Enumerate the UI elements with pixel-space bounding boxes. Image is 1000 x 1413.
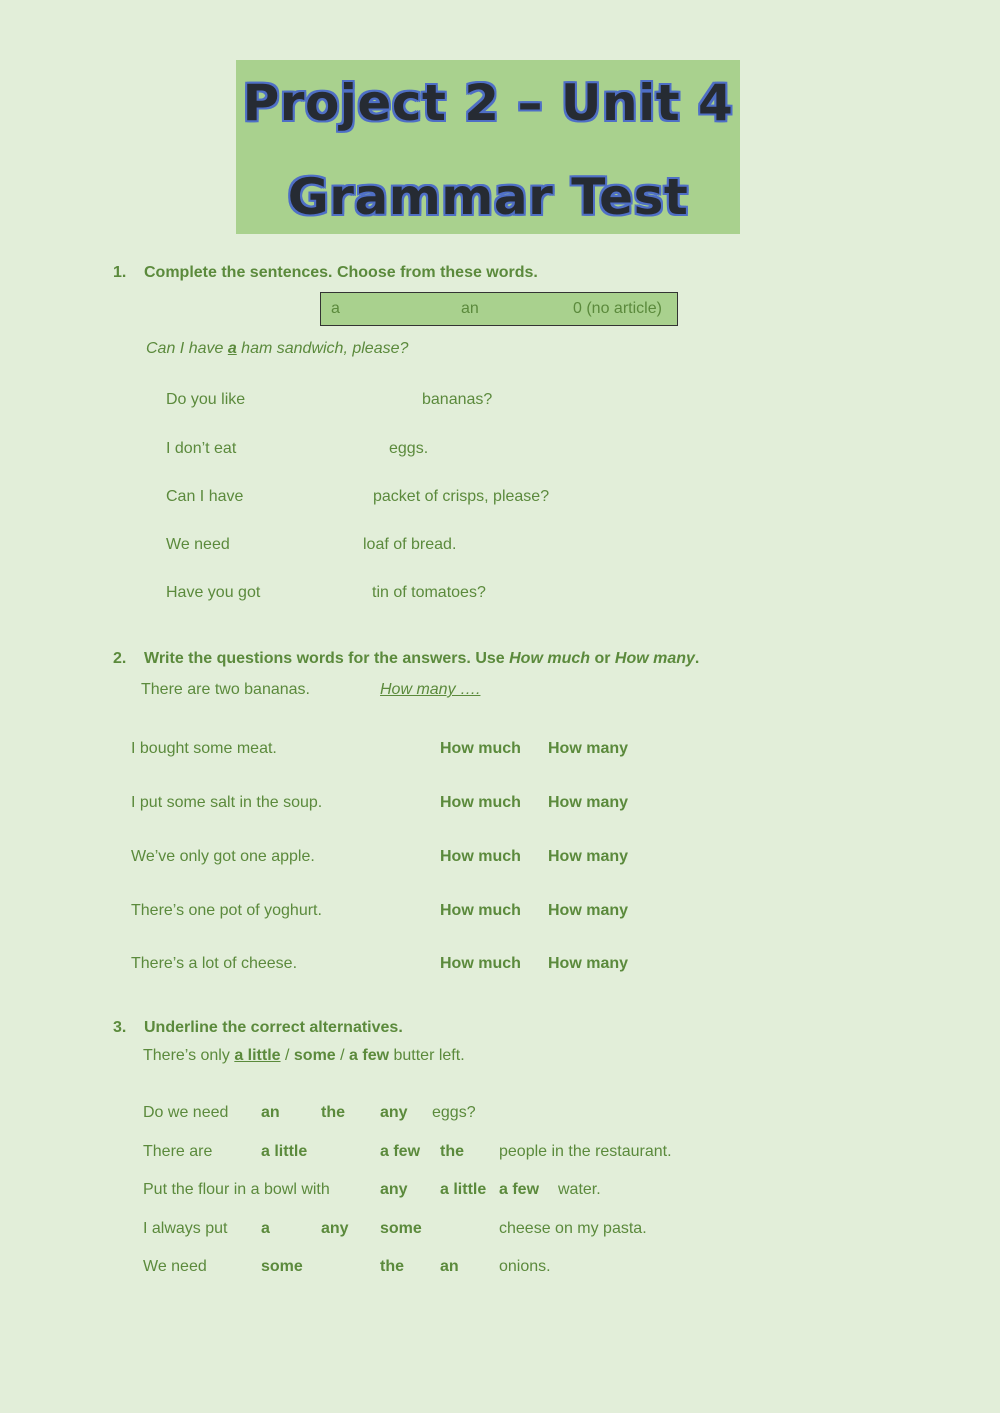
q3-option[interactable]: some (380, 1220, 422, 1237)
q2-instruction-b: How much (509, 650, 591, 667)
q3-item-start: There are (143, 1143, 213, 1160)
q2-instruction (144, 650, 699, 668)
q1-item-start: I don’t eat (166, 440, 237, 457)
q2-option-how-much[interactable]: How much (440, 848, 521, 865)
q2-example-sentence: There are two bananas. (141, 681, 310, 698)
q3-item-start: We need (143, 1258, 207, 1275)
q3-item-start: Do we need (143, 1104, 229, 1121)
q1-instruction: Complete the sentences. Choose from these words. (144, 264, 538, 281)
word-bank-item: an (461, 300, 479, 317)
q3-example-option: a little (234, 1047, 281, 1064)
word-bank-item: 0 (no article) (573, 300, 662, 317)
q1-item-end: bananas? (422, 391, 493, 408)
q3-option[interactable]: an (440, 1258, 459, 1275)
q2-option-how-much[interactable]: How much (440, 740, 521, 757)
q2-option-how-much[interactable]: How much (440, 794, 521, 811)
q3-example (143, 1047, 465, 1065)
word-bank (320, 292, 678, 326)
q1-example-after: ham sandwich, please? (236, 340, 409, 357)
q3-item-start: I always put (143, 1220, 228, 1237)
q2-option-how-many[interactable]: How many (548, 794, 629, 811)
q3-instruction: Underline the correct alternatives. (144, 1019, 403, 1036)
q3-option[interactable]: a few (380, 1143, 421, 1160)
q1-item-start: We need (166, 536, 230, 553)
q2-option-how-much[interactable]: How much (440, 902, 521, 919)
title-banner (236, 60, 740, 234)
q2-item-sentence: There’s a lot of cheese. (131, 955, 298, 972)
q3-option[interactable]: some (261, 1258, 303, 1275)
q3-example-option: a few (349, 1047, 390, 1064)
q1-example-before: Can I have (146, 340, 228, 357)
q1-item-end: loaf of bread. (363, 536, 457, 553)
q3-option[interactable]: a (261, 1220, 270, 1237)
title-line-2: Grammar Test (287, 168, 689, 226)
q1-example-answer: a (227, 340, 237, 357)
q3-item-end: eggs? (432, 1104, 476, 1121)
q1-number: 1. (113, 264, 127, 281)
q3-option[interactable]: a little (261, 1143, 308, 1160)
q3-example-after: butter left. (389, 1047, 465, 1064)
q3-item-end: onions. (499, 1258, 551, 1275)
title-line-1: Project 2 – Unit 4 (242, 74, 734, 132)
q3-item-end: cheese on my pasta. (499, 1220, 647, 1237)
q3-example-option: some (293, 1047, 336, 1064)
q3-item-end: people in the restaurant. (499, 1143, 672, 1160)
q2-item-sentence: I bought some meat. (131, 740, 277, 757)
q3-option[interactable]: any (380, 1181, 408, 1198)
q1-item-end: tin of tomatoes? (372, 584, 486, 601)
q3-example-before: There’s only (143, 1047, 235, 1064)
q2-option-how-many[interactable]: How many (548, 740, 629, 757)
q2-option-how-many[interactable]: How many (548, 955, 629, 972)
q1-item-start: Can I have (166, 488, 244, 505)
q3-item-end: water. (558, 1181, 601, 1198)
q2-instruction-c: or (590, 650, 615, 667)
q2-option-how-many[interactable]: How many (548, 848, 629, 865)
q2-number: 2. (113, 650, 127, 667)
q3-option[interactable]: the (440, 1143, 464, 1160)
q2-instruction-d: How many (614, 650, 695, 667)
q3-example-separator: / (335, 1047, 350, 1064)
q1-item-end: eggs. (389, 440, 429, 457)
q2-instruction-e: . (694, 650, 700, 667)
q2-item-sentence: I put some salt in the soup. (131, 794, 323, 811)
q3-option[interactable]: a little (440, 1181, 487, 1198)
q2-option-how-many[interactable]: How many (548, 902, 629, 919)
q3-option[interactable]: any (380, 1104, 408, 1121)
q3-item-start: Put the flour in a bowl with (143, 1181, 330, 1198)
q1-item-end: packet of crisps, please? (373, 488, 550, 505)
q2-item-sentence: There’s one pot of yoghurt. (131, 902, 322, 919)
q3-option[interactable]: the (321, 1104, 345, 1121)
q3-option[interactable]: a few (499, 1181, 540, 1198)
q2-example-answer: How many …. (380, 681, 481, 698)
q1-item-start: Do you like (166, 391, 246, 408)
word-bank-item: a (331, 300, 340, 317)
q3-option[interactable]: an (261, 1104, 280, 1121)
q3-number: 3. (113, 1019, 127, 1036)
q1-item-start: Have you got (166, 584, 261, 601)
q2-item-sentence: We’ve only got one apple. (131, 848, 315, 865)
q3-option[interactable]: the (380, 1258, 404, 1275)
q3-option[interactable]: any (321, 1220, 349, 1237)
q2-option-how-much[interactable]: How much (440, 955, 521, 972)
q1-example (146, 340, 408, 358)
q3-example-separator: / (280, 1047, 294, 1064)
q2-instruction-a: Write the questions words for the answers. Use (144, 650, 510, 667)
